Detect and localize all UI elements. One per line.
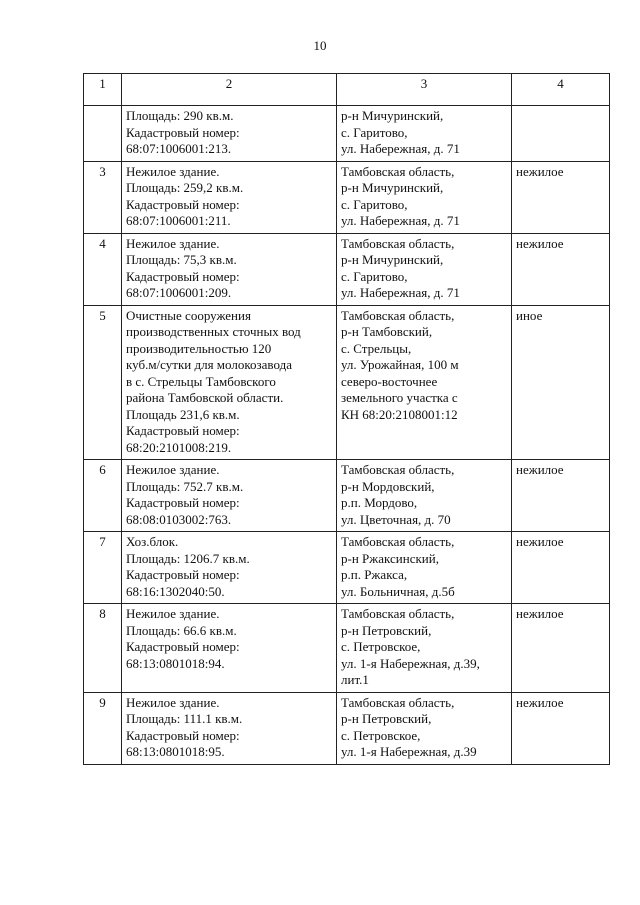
object-address-line: ул. Набережная, д. 71 <box>341 285 460 300</box>
table-row <box>84 692 610 764</box>
table-row <box>84 161 610 233</box>
object-address-line: с. Петровское, <box>341 727 421 743</box>
object-address-line: ул. Цветочная, д. 70 <box>341 511 451 527</box>
object-description-line: Нежилое здание. <box>126 235 220 251</box>
object-description-line: Нежилое здание. <box>126 462 220 477</box>
row-number <box>84 106 122 162</box>
object-type <box>512 106 610 162</box>
object-address-line: с. Стрельцы, <box>341 340 412 356</box>
object-description-line: производительностью 120 <box>126 340 272 356</box>
object-address-line: Тамбовская область, <box>341 534 455 549</box>
object-type: нежилое <box>512 460 610 532</box>
object-address-line: ул. Урожайная, 100 м <box>341 357 459 372</box>
object-type: нежилое <box>512 532 610 604</box>
object-description-line: Кадастровый номер: <box>126 423 240 438</box>
object-address-line: ул. 1-я Набережная, д.39, <box>341 655 480 671</box>
object-description-line: 68:16:1302040:50. <box>126 583 225 599</box>
table-row <box>84 106 610 162</box>
object-address-line: р-н Мордовский, <box>341 478 435 494</box>
object-address-line: с. Петровское, <box>341 639 421 654</box>
object-type: нежилое <box>512 233 610 305</box>
object-address-line: р.п. Ржакса, <box>341 567 408 582</box>
object-type: нежилое <box>512 604 610 693</box>
object-address <box>337 692 512 764</box>
object-description-line: 68:07:1006001:213. <box>126 141 232 156</box>
object-address-line: р.п. Мордово, <box>341 495 418 510</box>
object-address <box>337 106 512 162</box>
object-address-line: ул. Больничная, д.5б <box>341 583 455 599</box>
object-description-line: Кадастровый номер: <box>126 124 240 140</box>
object-description-line: 68:13:0801018:95. <box>126 744 225 759</box>
object-description-line: Кадастровый номер: <box>126 727 240 743</box>
object-description-line: Площадь: 75,3 кв.м. <box>126 252 237 267</box>
object-address <box>337 604 512 693</box>
object-description-line: Кадастровый номер: <box>126 196 240 212</box>
object-description-line: района Тамбовской области. <box>126 390 284 405</box>
object-description-line: куб.м/сутки для молокозавода <box>126 357 292 372</box>
object-description-line: Площадь: 290 кв.м. <box>126 108 234 123</box>
object-description-line: Очистные сооружения <box>126 307 251 323</box>
object-description-line: Кадастровый номер: <box>126 495 240 510</box>
table-row <box>84 604 610 693</box>
object-address-line: ул. 1-я Набережная, д.39 <box>341 744 477 759</box>
header-cell-2: 2 <box>122 74 337 106</box>
object-address-line: с. Гаритово, <box>341 268 408 284</box>
object-description-line: Площадь: 111.1 кв.м. <box>126 711 243 726</box>
object-type: иное <box>512 305 610 460</box>
object-description-line: Нежилое здание. <box>126 163 220 179</box>
object-description-line: в с. Стрельцы Тамбовского <box>126 373 276 389</box>
object-description-line: 68:07:1006001:209. <box>126 285 232 300</box>
object-description <box>122 106 337 162</box>
object-address-line: Тамбовская область, <box>341 462 455 477</box>
object-address-line: р-н Тамбовский, <box>341 324 433 339</box>
object-description-line: 68:07:1006001:211. <box>126 213 231 228</box>
object-address <box>337 532 512 604</box>
property-table <box>83 73 610 765</box>
object-description-line: Площадь: 66.6 кв.м. <box>126 622 237 638</box>
table-row <box>84 532 610 604</box>
object-description-line: Кадастровый номер: <box>126 639 240 654</box>
object-type: нежилое <box>512 692 610 764</box>
object-description-line: 68:08:0103002:763. <box>126 511 232 527</box>
object-address-line: Тамбовская область, <box>341 163 455 179</box>
object-description-line: 68:20:2101008:219. <box>126 439 232 455</box>
object-description <box>122 604 337 693</box>
header-cell-4: 4 <box>512 74 610 106</box>
object-address-line: Тамбовская область, <box>341 235 455 251</box>
object-description-line: 68:13:0801018:94. <box>126 655 225 671</box>
object-address-line: Тамбовская область, <box>341 606 455 621</box>
page-number: 10 <box>313 38 327 53</box>
object-description-line: Площадь: 1206.7 кв.м. <box>126 550 250 566</box>
object-address-line: КН 68:20:2108001:12 <box>341 406 458 422</box>
row-number: 7 <box>84 532 122 604</box>
object-description <box>122 305 337 460</box>
row-number: 4 <box>84 233 122 305</box>
object-address-line: земельного участка с <box>341 390 458 405</box>
object-address-line: ул. Набережная, д. 71 <box>341 141 460 156</box>
object-description <box>122 532 337 604</box>
object-description-line: Хоз.блок. <box>126 534 179 549</box>
object-address-line: р-н Петровский, <box>341 622 432 638</box>
object-type: нежилое <box>512 161 610 233</box>
object-address <box>337 305 512 460</box>
object-description-line: Кадастровый номер: <box>126 567 240 582</box>
object-description-line: производственных сточных вод <box>126 324 301 339</box>
table-row <box>84 305 610 460</box>
row-number: 5 <box>84 305 122 460</box>
object-address <box>337 233 512 305</box>
object-description-line: Площадь: 259,2 кв.м. <box>126 180 244 195</box>
object-address-line: лит.1 <box>341 672 369 687</box>
table-row <box>84 233 610 305</box>
row-number: 3 <box>84 161 122 233</box>
table-row <box>84 460 610 532</box>
object-address-line: с. Гаритово, <box>341 124 408 140</box>
header-row <box>84 74 610 106</box>
object-address <box>337 161 512 233</box>
object-description-line: Нежилое здание. <box>126 606 220 621</box>
object-description-line: Нежилое здание. <box>126 694 220 710</box>
object-address-line: Тамбовская область, <box>341 307 455 323</box>
object-description <box>122 460 337 532</box>
header-cell-1: 1 <box>84 74 122 106</box>
object-address-line: ул. Набережная, д. 71 <box>341 213 460 228</box>
table-body <box>84 106 610 765</box>
object-address-line: Тамбовская область, <box>341 694 455 710</box>
object-address-line: северо-восточнее <box>341 373 438 389</box>
object-description <box>122 233 337 305</box>
object-description <box>122 692 337 764</box>
object-address-line: р-н Мичуринский, <box>341 180 444 195</box>
row-number: 8 <box>84 604 122 693</box>
row-number: 6 <box>84 460 122 532</box>
object-description-line: Площадь 231,6 кв.м. <box>126 406 240 422</box>
object-address-line: р-н Ржаксинский, <box>341 550 439 566</box>
object-address-line: р-н Мичуринский, <box>341 108 444 123</box>
object-address-line: р-н Мичуринский, <box>341 252 444 267</box>
object-address-line: р-н Петровский, <box>341 711 432 726</box>
object-description-line: Кадастровый номер: <box>126 268 240 284</box>
row-number: 9 <box>84 692 122 764</box>
object-description <box>122 161 337 233</box>
object-address <box>337 460 512 532</box>
object-address-line: с. Гаритово, <box>341 196 408 212</box>
header-cell-3: 3 <box>337 74 512 106</box>
object-description-line: Площадь: 752.7 кв.м. <box>126 478 244 494</box>
